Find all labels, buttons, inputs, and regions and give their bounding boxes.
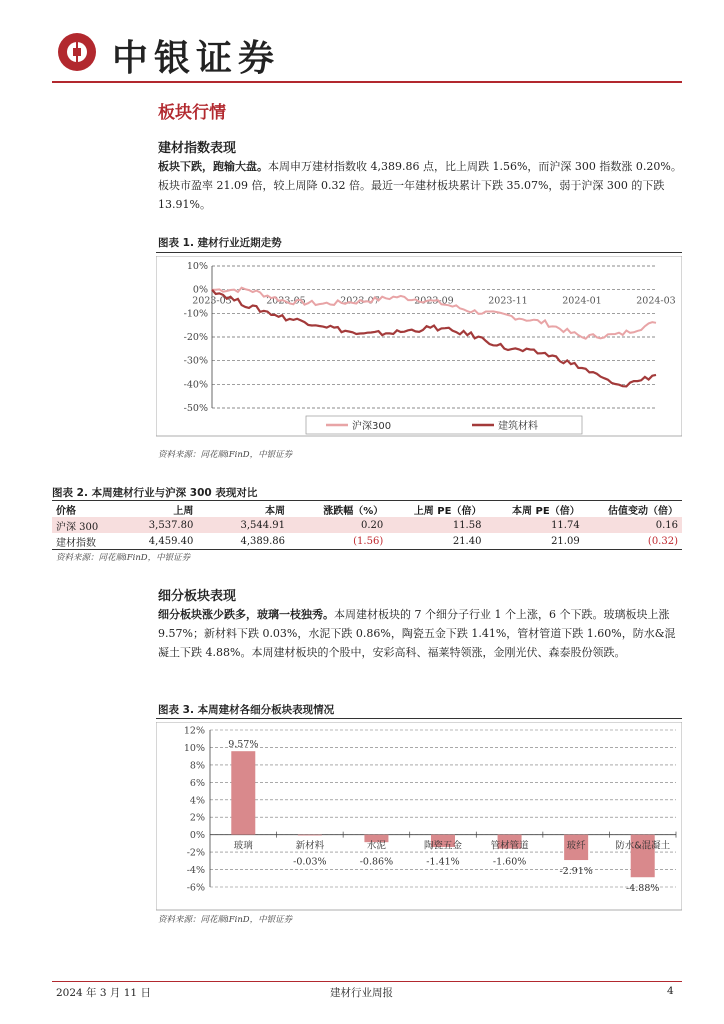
data-label: -0.86% [359, 856, 394, 868]
section-title: 板块行情 [158, 103, 226, 123]
legend-label: 沪深300 [352, 421, 392, 432]
data-label: -1.60% [492, 856, 527, 868]
figure-3-title: 图表 3. 本周建材各细分板块表现情况 [158, 704, 335, 716]
data-label: -1.41% [426, 856, 460, 868]
figure-1-title: 图表 1. 建材行业近期走势 [158, 237, 282, 249]
y-tick-label: 6% [189, 777, 205, 789]
data-label: -2.91% [559, 866, 593, 878]
table-header-cell: 上周 PE（倍） [413, 505, 482, 517]
table-cell: (0.32) [647, 535, 678, 547]
y-tick-label: 0% [192, 284, 208, 296]
footer-divider [52, 981, 682, 982]
table-header-cell: 估值变动（倍） [608, 505, 678, 517]
category-label: 陶瓷五金 [423, 840, 463, 852]
paragraph-body: 本周申万建材指数收 4,389.86 点，比上周跌 1.56%，而沪深 300 指数涨 0.20%。板块市盈率 21.09 倍，较上周降 0.32 倍。最近一年建材板块累计下跌 35.07%，弱于沪深 300 的下跌 13.91%。 [158, 160, 682, 211]
bar [231, 751, 255, 834]
x-tick-label: 2023-05 [266, 295, 306, 307]
table-cell: 4,459.40 [148, 535, 194, 547]
y-tick-label: 10% [186, 261, 208, 272]
data-label: 9.57% [228, 739, 259, 751]
x-tick-label: 2023-09 [414, 295, 454, 307]
x-tick-label: 2023-03 [192, 295, 232, 307]
category-label: 管材管道 [490, 840, 529, 852]
table-row [52, 517, 682, 533]
figure-1-source: 资料来源：同花顺iFinD，中银证券 [158, 450, 293, 460]
table-cell: 0.16 [655, 519, 678, 531]
category-label: 水泥 [366, 840, 386, 852]
subsector-performance-paragraph [158, 605, 686, 662]
category-label: 防水&混凝土 [615, 840, 671, 852]
y-tick-label: 12% [183, 725, 205, 737]
category-label: 新材料 [295, 840, 325, 852]
table-row [52, 533, 682, 549]
table-cell: 11.58 [452, 519, 482, 531]
y-tick-label: -20% [183, 332, 208, 343]
table-header-cell: 本周 PE（倍） [512, 505, 580, 517]
y-tick-label: -10% [183, 308, 208, 320]
brand-name: 中银证券 [112, 38, 281, 79]
table-cell: 3,544.91 [240, 519, 285, 531]
figure-1-rule [156, 252, 682, 253]
index-performance-title: 建材指数表现 [158, 141, 237, 156]
table-header-cell: 涨跌幅（%） [323, 505, 384, 517]
legend-label: 建筑材料 [498, 421, 538, 432]
table-header-row [52, 501, 682, 517]
table-header-cell: 本周 [264, 505, 285, 517]
page-number: 4 [667, 985, 674, 997]
index-performance-paragraph [158, 157, 686, 214]
table-cell: 4,389.86 [240, 535, 285, 547]
bank-of-china-logo [58, 33, 96, 71]
y-tick-label: -4% [186, 865, 205, 877]
category-label: 玻璃 [233, 840, 253, 852]
x-tick-label: 2024-03 [636, 295, 676, 307]
paragraph-body: 本周建材板块的 7 个细分子行业 1 个上涨，6 个下跌。玻璃板块上涨 9.57%；新材料下跌 0.03%，水泥下跌 0.86%，陶瓷五金下跌 1.41%，管材管道下跌 1.60%，防水&混凝土下跌 4.88%。本周建材板块的个股中，安彩高科、福莱特领涨，金刚光伏、森泰股份领跌。 [158, 608, 676, 659]
data-label: -4.88% [626, 883, 660, 895]
header-divider [52, 81, 682, 83]
table-cell: 21.40 [452, 535, 482, 547]
data-label: -0.03% [293, 856, 327, 868]
figure-2-rule-bottom [52, 549, 682, 550]
paragraph-lead: 细分板块涨少跌多，玻璃一枝独秀。 [158, 608, 334, 621]
y-tick-label: -6% [186, 882, 205, 894]
bar [298, 835, 322, 836]
y-tick-label: -50% [183, 403, 208, 414]
y-tick-label: 8% [189, 760, 205, 772]
y-tick-label: 10% [183, 742, 205, 754]
comparison-table [52, 501, 682, 549]
table-header-cell: 上周 [173, 505, 194, 517]
y-tick-label: 4% [189, 795, 205, 807]
x-tick-label: 2023-11 [488, 295, 528, 307]
bar-chart [156, 722, 682, 912]
table-cell: 建材指数 [56, 537, 96, 549]
x-tick-label: 2024-01 [562, 295, 602, 307]
x-tick-label: 2023-07 [340, 295, 380, 307]
table-cell: 沪深 300 [56, 521, 99, 533]
y-tick-label: -2% [186, 847, 205, 859]
y-tick-label: 0% [189, 830, 205, 842]
figure-2-title: 图表 2. 本周建材行业与沪深 300 表现对比 [52, 487, 258, 499]
table-cell: 21.09 [551, 535, 580, 547]
y-tick-label: -40% [183, 379, 208, 391]
figure-3-source: 资料来源：同花顺iFinD，中银证券 [158, 915, 293, 925]
table-cell: (1.56) [353, 535, 384, 547]
table-cell: 3,537.80 [148, 519, 194, 531]
table-cell: 0.20 [360, 519, 384, 531]
subsector-performance-title: 细分板块表现 [158, 589, 237, 604]
figure-2-source: 资料来源：同花顺iFinD，中银证券 [56, 553, 191, 563]
table-cell: 11.74 [551, 519, 580, 531]
table-header-cell: 价格 [56, 505, 76, 517]
chart-frame [156, 256, 682, 436]
line-chart [156, 256, 682, 442]
y-tick-label: 2% [189, 812, 205, 824]
category-label: 玻纤 [566, 840, 586, 852]
footer-report-name: 建材行业周报 [330, 987, 393, 999]
footer-date: 2024 年 3 月 11 日 [56, 987, 151, 999]
y-tick-label: -30% [183, 355, 208, 367]
figure-3-rule [156, 718, 682, 719]
paragraph-lead: 板块下跌，跑输大盘。 [158, 160, 268, 173]
